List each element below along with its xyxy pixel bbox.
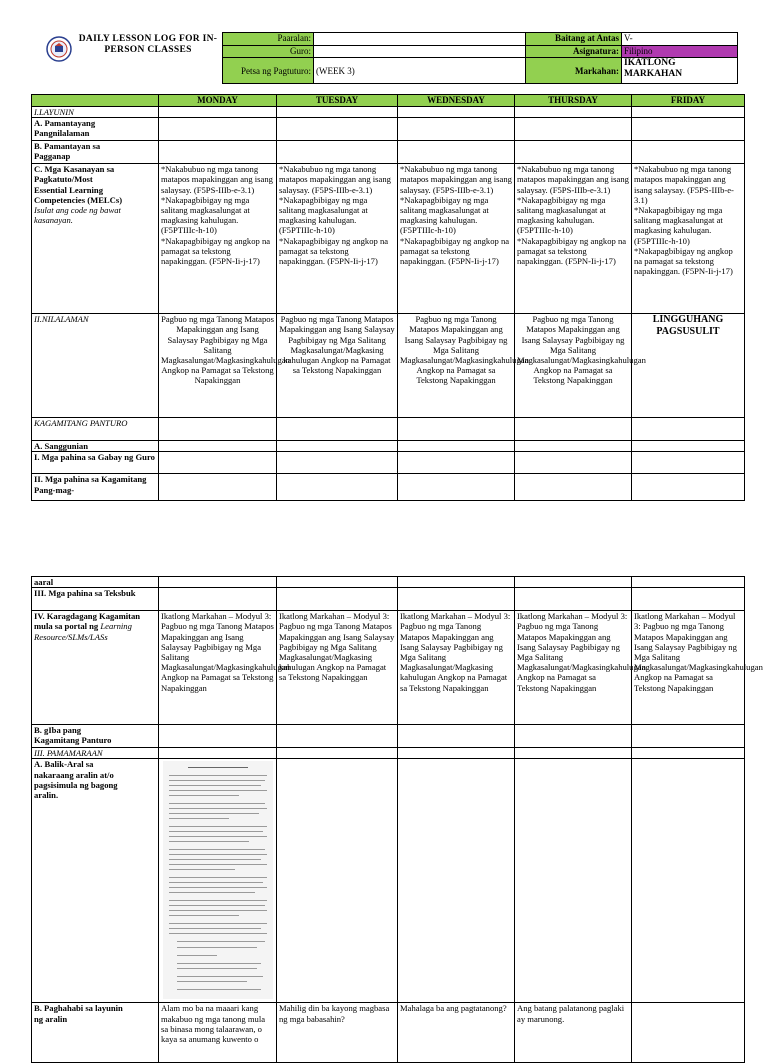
nilalaman-tuesday: Pagbuo ng mga Tanong Matapos Mapakinggan ang Isang Salaysay Pagbibigay ng Mga Salitang Magkasalungat/Magkasing kahulugan Angkop na Pamagat sa Tekstong Napakinggan xyxy=(277,314,398,418)
row-aaral: aaral xyxy=(32,577,159,588)
paghahabi-thursday: Ang batang palatanong paglaki ay marunong. xyxy=(515,1003,632,1063)
day-thursday: THURSDAY xyxy=(515,95,632,107)
karagdagang-label: IV. Karagdagang Kagamitan mula sa portal ng xyxy=(34,611,141,632)
row-mga-kasanayan xyxy=(32,164,159,314)
paghahabi-tuesday: Mahilig din ba kayong magbasa ng mga babasahin? xyxy=(277,1003,398,1063)
melc-monday: *Nakabubuo ng mga tanong matapos mapakinggan ang isang salaysay. (F5PS-IIIb-e-3.1) *Nakapagbibigay ng mga salitang magkasalungat at magkasing kahulugan. (F5PTIIIc-h-10) *Nakapagbibigay ng angkop na pamagat sa tekstong napakinggan. (F5PN-Ii-j-17) xyxy=(159,164,277,314)
row-teksbuk: III. Mga pahina sa Teksbuk xyxy=(32,588,159,611)
row-sanggunian: A. Sanggunian xyxy=(32,441,159,452)
nilalaman-friday: LINGGUHANG PAGSUSULIT xyxy=(632,314,745,418)
melc-thursday: *Nakabubuo ng mga tanong matapos mapakinggan ang isang salaysay. (F5PS-IIIb-e-3.1) *Nakapagbibigay ng mga salitang magkasalungat at magkasing kahulugan. (F5PTIIIc-h-10) *Nakapagbibigay ng angkop na pamagat sa tekstong napakinggan. (F5PN-Ii-j-17) xyxy=(515,164,632,314)
day-tuesday: TUESDAY xyxy=(277,95,398,107)
header-table xyxy=(222,32,738,84)
document-title: DAILY LESSON LOG FOR IN-PERSON CLASSES xyxy=(78,34,218,55)
nilalaman-wednesday: Pagbuo ng mga Tanong Matapos Mapakinggan ang Isang Salaysay Pagbibigay ng Mga Salitang Magkasalungat/Magkasingkahulugan Angkop na Pamagat sa Tekstong Napakinggan xyxy=(398,314,515,418)
paghahabi-wednesday: Mahalaga ba ang pagtatanong? xyxy=(398,1003,515,1063)
guro-value[interactable] xyxy=(314,46,526,58)
corner-cell xyxy=(32,95,159,107)
asignatura-label: Asignatura: xyxy=(526,46,622,58)
paaralan-label: Paaralan: xyxy=(223,33,314,46)
melc-tuesday: *Nakabubuo ng mga tanong matapos mapakinggan ang isang salaysay. (F5PS-IIIb-e-3.1) *Nakapagbibigay ng mga salitang magkasalungat at magkasing kahulugan. (F5PTIIIc-h-10) *Nakapagbibigay ng angkop na pamagat sa tekstong napakinggan. (F5PN-Ii-j-17) xyxy=(277,164,398,314)
day-wednesday: WEDNESDAY xyxy=(398,95,515,107)
markahan-label: Markahan: xyxy=(526,58,622,84)
row-pamantayang-pangnilalaman: A. Pamantayang Pangnilalaman xyxy=(32,118,159,141)
section-kagamitang-panturo: KAGAMITANG PANTURO xyxy=(32,418,159,441)
mga-kasanayan-note: Isulat ang code ng bawat kasanayan. xyxy=(34,205,121,226)
portal-tuesday: Ikatlong Markahan – Modyul 3: Pagbuo ng mga Tanong Matapos Mapakinggan ang Isang Salaysay Pagbibigay ng Mga Salitang Magkasalungat/Magkasing kahulugan Angkop na Pamagat sa Tekstong Napakinggan xyxy=(277,611,398,725)
nilalaman-thursday: Pagbuo ng mga Tanong Matapos Mapakinggan ang Isang Salaysay Pagbibigay ng Mga Salitang Magkasalungat/Magkasingkahulugan Angkop na Pamagat sa Tekstong Napakinggan xyxy=(515,314,632,418)
guro-label: Guro: xyxy=(223,46,314,58)
balik-aral-monday xyxy=(159,759,277,1003)
mga-kasanayan-label: C. Mga Kasanayan sa Pagkatuto/Most Essential Learning Competencies (MELCs) xyxy=(34,164,123,205)
petsa-label: Petsa ng Pagtuturo: xyxy=(223,58,314,84)
section-pamamaraan: III. PAMAMARAAN xyxy=(32,748,159,759)
lesson-plan-table-page1 xyxy=(31,94,745,501)
markahan-value[interactable]: IKATLONG MARKAHAN xyxy=(622,58,738,84)
baitang-value[interactable]: V- xyxy=(622,33,738,46)
row-karagdagang xyxy=(32,611,159,725)
row-pamantayan-sa-pagganap: B. Pamantayan sa Pagganap xyxy=(32,141,159,164)
petsa-value[interactable]: (WEEK 3) xyxy=(314,58,526,84)
row-iba-pang-kagamitan: B. gIba pang Kagamitang Panturo xyxy=(32,725,159,748)
asignatura-value[interactable]: Filipino xyxy=(622,46,738,58)
row-gabay-guro: I. Mga pahina sa Gabay ng Guro xyxy=(32,452,159,474)
deped-seal-icon xyxy=(46,36,72,62)
portal-friday: Ikatlong Markahan – Modyul 3: Pagbuo ng mga Tanong Matapos Mapakinggan ang Isang Salaysay Pagbibigay ng Mga Salitang Magkasalungat/Magkasingkahulugan Angkop na Pamagat sa Tekstong Napakinggan xyxy=(632,611,745,725)
portal-thursday: Ikatlong Markahan – Modyul 3: Pagbuo ng mga Tanong Matapos Mapakinggan ang Isang Salaysay Pagbibigay ng Mga Salitang Magkasalungat/Magkasingkahulugan Angkop na Pamagat sa Tekstong Napakinggan xyxy=(515,611,632,725)
portal-monday: Ikatlong Markahan – Modyul 3: Pagbuo ng mga Tanong Matapos Mapakinggan ang Isang Salaysay Pagbibigay ng Mga Salitang Magkasalungat/Magkasingkahulugan Angkop na Pamagat sa Tekstong Napakinggan xyxy=(159,611,277,725)
embedded-reading-image xyxy=(163,761,273,999)
melc-wednesday: *Nakabubuo ng mga tanong matapos mapakinggan ang isang salaysay. (F5PS-IIIb-e-3.1) *Nakapagbibigay ng mga salitang magkasalungat at magkasing kahulugan. (F5PTIIIc-h-10) *Nakapagbibigay ng angkop na pamagat sa tekstong napakinggan. (F5PN-Ii-j-17) xyxy=(398,164,515,314)
portal-wednesday: Ikatlong Markahan – Modyul 3: Pagbuo ng mga Tanong Matapos Mapakinggan ang Isang Salaysay Pagbibigay ng Mga Salitang Magkasalungat/Magkasing kahulugan Angkop na Pamagat sa Tekstong Napakinggan xyxy=(398,611,515,725)
row-balik-aral: A. Balik-Aral sa nakaraang aralin at/o pagsisimula ng bagong aralin. xyxy=(32,759,159,1003)
nilalaman-monday: Pagbuo ng mga Tanong Matapos Mapakinggan ang Isang Salaysay Pagbibigay ng Mga Salitang Magkasalungat/Magkasingkahulugan Angkop na Pamagat sa Tekstong Napakinggan xyxy=(159,314,277,418)
melc-friday: *Nakabubuo ng mga tanong matapos mapakinggan ang isang salaysay. (F5PS-IIIb-e-3.1) *Nakapagbibigay ng mga salitang magkasalungat at magkasing kahulugan. (F5PTIIIc-h-10) *Nakapagbibigay ng angkop na pamagat sa tekstong napakinggan. (F5PN-Ii-j-17) xyxy=(632,164,745,314)
row-paghahabi: B. Paghahabi sa layunin ng aralin xyxy=(32,1003,159,1063)
lesson-plan-table-page2 xyxy=(31,576,763,1063)
paghahabi-monday: Alam mo ba na maaari kang makabuo ng mga tanong mula sa binasa mong talaarawan, o kaya sa anumang kuwento o xyxy=(159,1003,277,1063)
paghahabi-friday xyxy=(632,1003,745,1063)
paaralan-value[interactable] xyxy=(314,33,526,46)
baitang-label: Baitang at Antas xyxy=(526,33,622,46)
day-friday: FRIDAY xyxy=(632,95,745,107)
karagdagang-italic: Learning Resource/SLMs/LASs xyxy=(34,621,132,642)
section-layunin: I.LAYUNIN xyxy=(32,107,159,118)
row-kagamitang-pang-mag: II. Mga pahina sa Kagamitang Pang-mag- xyxy=(32,474,159,501)
section-nilalaman: II.NILALAMAN xyxy=(32,314,159,418)
day-monday: MONDAY xyxy=(159,95,277,107)
